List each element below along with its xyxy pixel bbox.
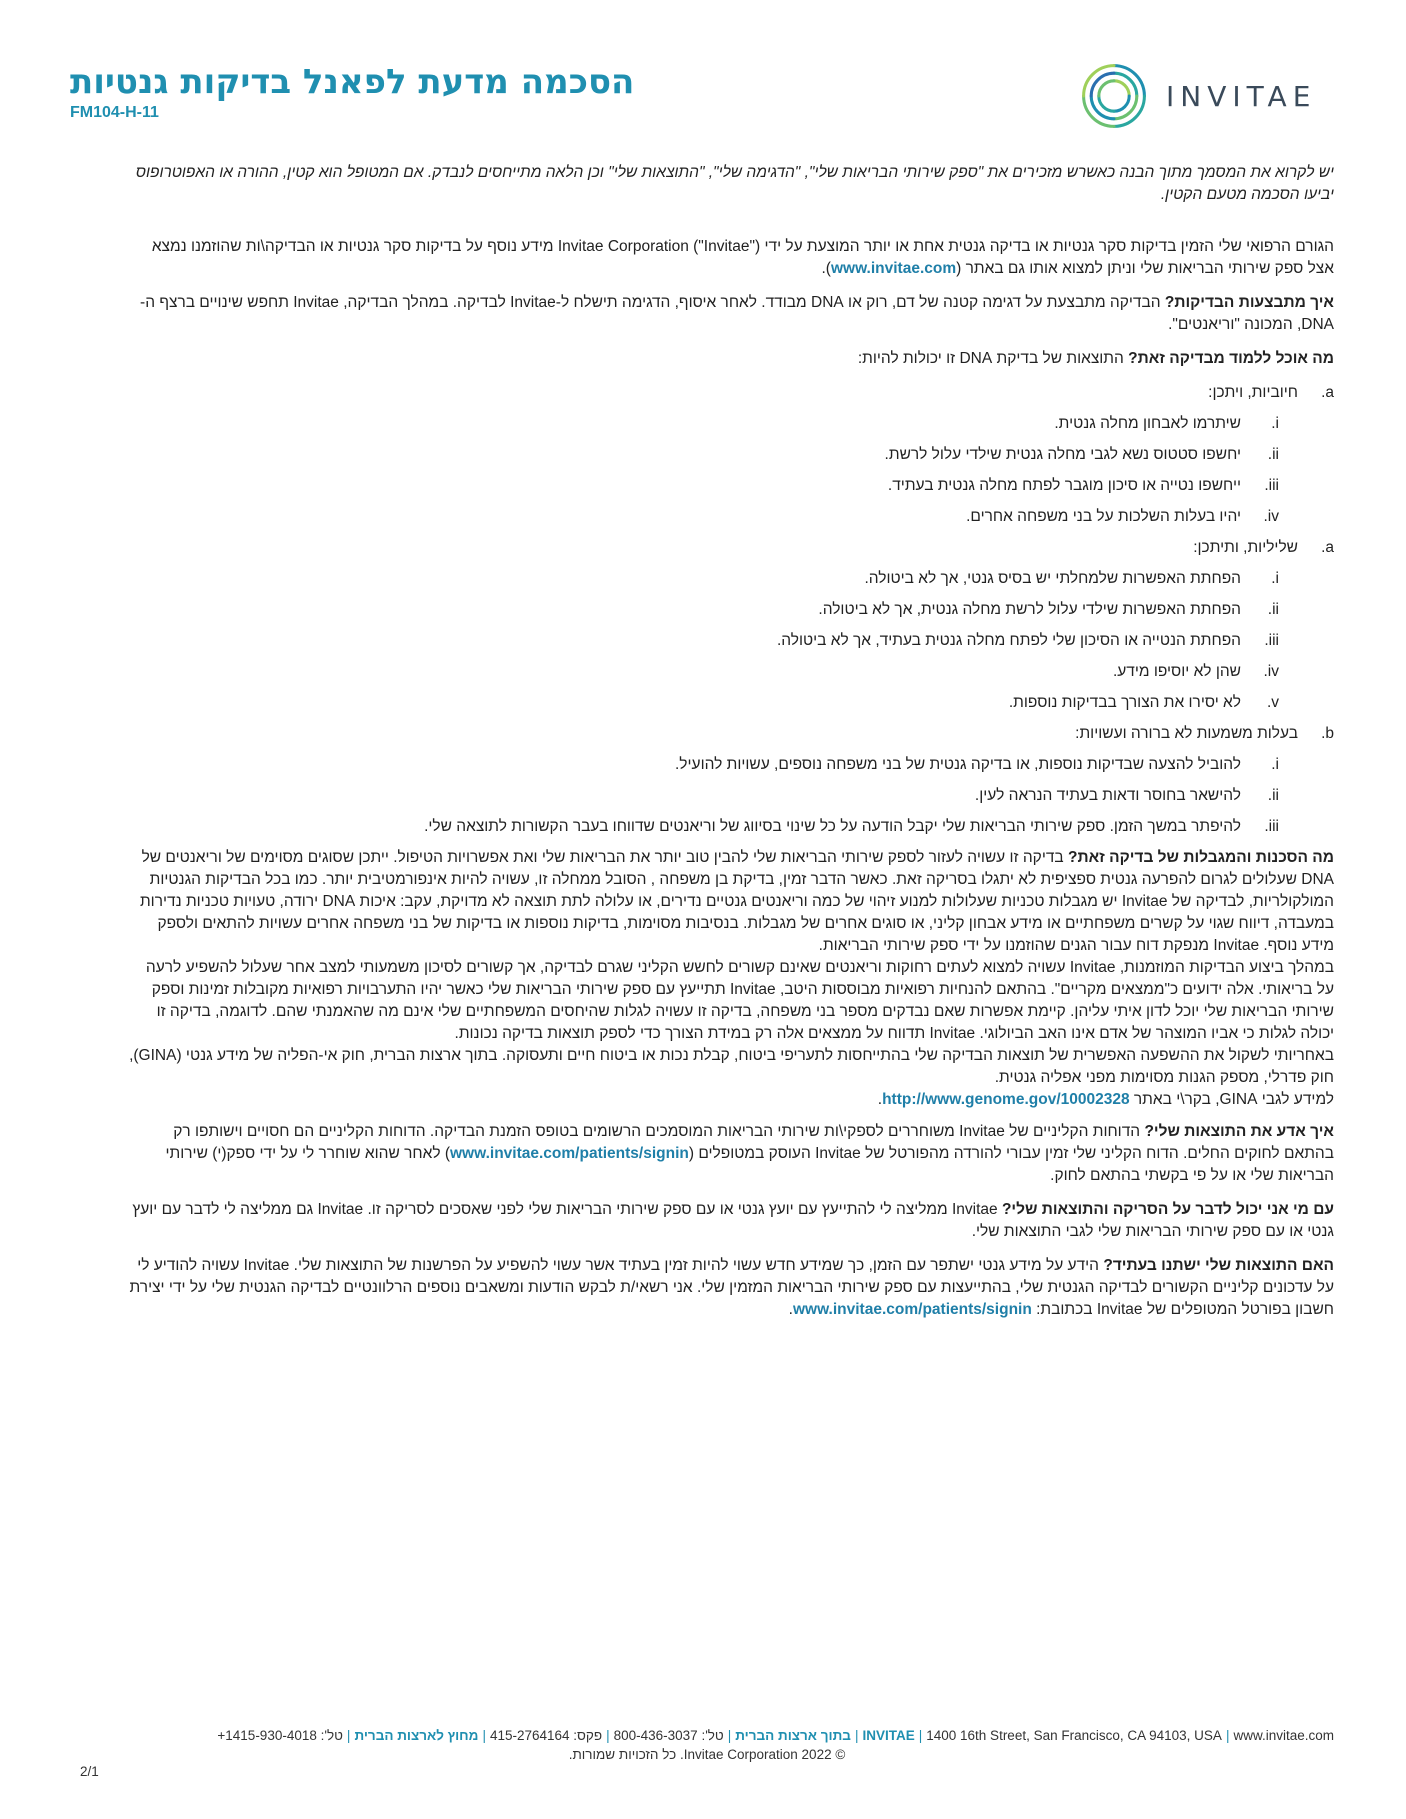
list-subitem	[128, 785, 1279, 807]
list-subitem	[128, 506, 1279, 528]
ordering-end: ).	[821, 260, 831, 277]
risks-question: מה הסכנות והמגבלות של בדיקה זאת?	[1068, 849, 1334, 866]
list-number: iii.	[1264, 632, 1279, 649]
how-tests-paragraph	[128, 292, 1334, 336]
list-label: חיוביות, ויתכן:	[1208, 384, 1298, 401]
future-text: הידע על מידע גנטי ישתפר עם הזמן, כך שמידע חדש עשוי להיות זמין בעתיד אשר עשוי להשפיע על הפרשנות של התוצאות שלי. Invitae עשויה להודיע לי על עדכונים קליניים הקשורים לבדיקה הגנטית שלי, בהתייעצות עם ספק שירותי הבריאות המזמין שלי. אני רשאי/ת לבקש הודעות ומשאבים נוספים הרלוונטיים לבדיקה הגנטית שלי על ידי יצירת חשבון בפורטל המטופלים של Invitae בכתובת:	[129, 1257, 1334, 1318]
list-subitem	[128, 413, 1279, 435]
list-number: ii.	[1267, 601, 1279, 618]
footer-contact-line: INVITAE | 1400 16th Street, San Francisco, CA 94103, USA | www.invitae.com|בתוך ארצות הברית|טל': 800-436-3037|פקס: 415-2764164|מחוץ לארצות הברית|טל': 1415-930-4018+	[217, 1728, 1334, 1743]
list-number: ii.	[1267, 787, 1279, 804]
list-number: v.	[1266, 694, 1279, 711]
list-number: iv.	[1263, 508, 1279, 525]
ordering-paragraph	[128, 236, 1334, 280]
risks-section	[128, 847, 1334, 1111]
footer-brand: INVITAE	[862, 1728, 915, 1743]
talk-question: עם מי אני יכול לדבר על הסריקה והתוצאות שלי?	[1001, 1201, 1334, 1218]
list-number: i.	[1271, 415, 1279, 432]
list-number: a.	[1321, 539, 1334, 556]
footer-fax: פקס: 415-2764164	[489, 1728, 603, 1743]
list-text: הפחתת הנטייה או הסיכון שלי לפתח מחלה גנטית בעתיד, אך לא ביטולה.	[776, 632, 1241, 649]
learn-question: מה אוכל ללמוד מבדיקה זאת?	[1128, 350, 1334, 367]
page-footer	[80, 1728, 1334, 1762]
footer-copyright: © 2022 Invitae Corporation. כל הזכויות שמורות.	[568, 1747, 846, 1762]
results-paragraph	[128, 1121, 1334, 1187]
intro-paragraph: יש לקרוא את המסמך מתוך הבנה כאשרש מזכירים את "ספק שירותי הבריאות שלי", "הדגימה שלי", "התוצאות שלי" וכן הלאה מתייחסים לנבדק. אם המטופל הוא קטין, ההורה או האפוטרופוס יביעו הסכמה מטעם הקטין.	[135, 164, 1334, 203]
risks-text: בדיקה זו עשויה לעזור לספק שירותי הבריאות שלי להבין טוב יותר את הבריאות שלי ואת אפשרויות הטיפול. ייתכן שסוגים מסוימים של וריאנטים של DNA שעלולים לגרום להפרעה גנטית ספציפית לא יתגלו בסריקה זאת. כאשר הדבר זמין, בדיקת בן משפחה , הסובל ממחלה זו, עשויה להיות אינפורמטיבית יותר. כמו בכל הבדיקות הגנטיות המולקולריות, לבדיקה של Invitae יש מגבלות טכניות שעלולות למנוע זיהוי של כמה וריאנטים גנטיים נדירים, או עלולה לתת תוצאה לא מדויקת, עקב: איכות DNA ירודה, טעויות טכניות נדירות במעבדה, דיווח שגוי על קשרים משפחתיים או מידע אבחון קליני, או סוגים אחרים של מגבלות. בנסיבות מסוימות, בדיקות נוספות או בדיקות של בני משפחה אחרים עשויות להתאים ולספק מידע נוסף. Invitae מנפקת דוח עבור הגנים שהוזמנו על ידי ספק שירותי הבריאות.	[139, 849, 1334, 954]
list-number: i.	[1271, 570, 1279, 587]
results-list	[128, 382, 1334, 838]
results-question: איך אדע את התוצאות שלי?	[1144, 1123, 1334, 1140]
list-number: i.	[1271, 756, 1279, 773]
list-subitem	[128, 692, 1279, 714]
list-text: להוביל להצעה שבדיקות נוספות, או בדיקה גנטית של בני משפחה נוספים, עשויות להועיל.	[675, 756, 1241, 773]
future-end: .	[788, 1301, 793, 1318]
patient-portal-link-2[interactable]: www.invitae.com/patients/signin	[792, 1301, 1032, 1318]
list-number: iv.	[1263, 663, 1279, 680]
list-text: להיפתר במשך הזמן. ספק שירותי הבריאות שלי יקבל הודעה על כל שינוי בסיווג של וריאנטים שדווחו בעבר הקשורות לתוצאה שלי.	[424, 818, 1241, 835]
list-text: שיתרמו לאבחון מחלה גנטית.	[1054, 415, 1241, 432]
gina-paragraph	[128, 1089, 1334, 1111]
talk-text: Invitae ממליצה לי להתייעץ עם יועץ גנטי או עם ספק שירותי הבריאות שלי לפני שאסכים לסריקה זו. Invitae גם ממליצה לי לדבר עם יועץ גנטי או עם ספק שירותי הבריאות שלי לגבי התוצאות שלי.	[132, 1201, 1334, 1240]
title-block	[70, 62, 710, 122]
list-subitem	[389, 816, 1279, 838]
list-subitem	[128, 599, 1279, 621]
list-item	[128, 723, 1334, 745]
list-number: ii.	[1267, 446, 1279, 463]
list-subitem	[128, 630, 1279, 652]
how-tests-question: איך מתבצעות הבדיקות?	[1164, 294, 1334, 311]
document-body	[128, 162, 1334, 1333]
gina-end: .	[877, 1091, 883, 1108]
insurance-paragraph: באחריותי לשקול את ההשפעה האפשרית של תוצאות הבדיקה שלי בהתייחסות לתעריפי ביטוח, קבלת נכות או ביטוח חיים ותעסוקה. בתוך ארצות הברית, חוק אי-הפליה של מידע גנטי (GINA), חוק פדרלי, מספק הגנות מסוימות מפני אפליה גנטית.	[129, 1047, 1334, 1086]
list-subitem	[128, 661, 1279, 683]
future-paragraph	[128, 1255, 1334, 1321]
logo-wordmark: INVITAE	[1166, 79, 1317, 113]
page-number: 2/1	[80, 1764, 99, 1779]
genome-link[interactable]: http://www.genome.gov/10002328	[882, 1091, 1130, 1108]
footer-address: 1400 16th Street, San Francisco, CA 94103, USA	[926, 1728, 1222, 1743]
invitae-logo	[1076, 56, 1336, 136]
footer-website[interactable]: www.invitae.com	[1233, 1728, 1334, 1743]
list-text: הפחתת האפשרות שלמחלתי יש בסיס גנטי, אך לא ביטולה.	[864, 570, 1241, 587]
patient-portal-link[interactable]: www.invitae.com/patients/signin	[450, 1145, 689, 1162]
form-id: FM104-H-11	[70, 104, 159, 121]
list-number: iii.	[1264, 818, 1279, 835]
footer-intl-label: מחוץ לארצות הברית	[354, 1728, 479, 1743]
incidental-paragraph: במהלך ביצוע הבדיקות המוזמנות, Invitae עשויה למצוא לעתים רחוקות וריאנטים שאינם קשורים לחשש הקליני שגרם לבדיקה, אך קשורים לסיכון משמעותי למצב אחר שעלול להשפיע לרעה על בריאותי. אלה ידועים כ"ממצאים מקריים". בהתאם להנחיות רפואיות מבוססות היטב, Invitae תתייעץ עם ספק שירותי הבריאות שלי כאשר יהיו התערבויות רפואיות מקובלות זמינות וספק שירותי הבריאות שלי יוכל לדון איתי עליהן. קיימת אפשרות שאם נבדקים מספר בני משפחה, בדיקה זו עשויה לגלות שהיחסים המשפחתיים שלי אינם מה שהאמנתי שהם. לדוגמה, בדיקה זו יכולה לגלות כי אביו המוצהר של אדם אינו האב הביולוגי. Invitae תדווח על ממצאים אלה רק במידת הצורך כדי לספק תוצאות בדיקה נכונות.	[145, 959, 1334, 1042]
page-title: הסכמה מדעת לפאנל בדיקות גנטיות	[70, 62, 635, 102]
invitae-swirl-icon	[1076, 58, 1152, 134]
list-text: ייחשפו נטייה או סיכון מוגבר לפתח מחלה גנטית בעתיד.	[887, 477, 1241, 494]
list-number: b.	[1321, 725, 1334, 742]
footer-intl-tel: טל': 1415-930-4018+	[217, 1728, 343, 1743]
talk-paragraph	[128, 1199, 1334, 1243]
list-subitem	[128, 475, 1279, 497]
invitae-website-link[interactable]: www.invitae.com	[830, 260, 957, 277]
list-subitem	[128, 568, 1279, 590]
learn-paragraph	[128, 348, 1334, 370]
how-tests-text: הבדיקה מתבצעת על דגימה קטנה של דם, רוק או DNA מבודד. לאחר איסוף, הדגימה תישלח ל-Invitae לבדיקה. במהלך הבדיקה, Invitae תחפש שינויים ברצף ה-DNA, המכונה "וריאנטים".	[140, 294, 1334, 333]
future-question: האם התוצאות שלי ישתנו בעתיד?	[1103, 1257, 1334, 1274]
risks-paragraph	[128, 847, 1334, 957]
footer-us-tel: טל': 800-436-3037	[613, 1728, 724, 1743]
list-text: להישאר בחוסר ודאות בעתיד הנראה לעין.	[974, 787, 1241, 804]
list-text: שהן לא יוסיפו מידע.	[1112, 663, 1241, 680]
list-subitem	[128, 754, 1279, 776]
results-text: הדוחות הקליניים של Invitae משוחררים לספקי\ות שירותי הבריאות המוסמכים הרשומים בטופס הזמנת הבדיקה. הדוחות הקליניים הם חסויים וישותפו רק בהתאם לחוקים החלים. הדוח הקליני שלי זמין עבורי להורדה מהפורטל של Invitae העוסק במטופלים (	[173, 1123, 1334, 1162]
footer-us-label: בתוך ארצות הברית	[735, 1728, 851, 1743]
gina-text: למידע לגבי GINA, בקר\י באתר	[1129, 1091, 1334, 1108]
list-label: בעלות משמעות לא ברורה ועשויות:	[1075, 725, 1298, 742]
learn-text: התוצאות של בדיקת DNA זו יכולות להיות:	[857, 350, 1129, 367]
list-item	[128, 382, 1334, 404]
list-number: a.	[1321, 384, 1334, 401]
list-text: לא יסירו את הצורך בבדיקות נוספות.	[1008, 694, 1241, 711]
results-end: ) לאחר שהוא שוחרר לי על ידי ספק(י) שירותי הבריאות שלי או על פי בקשתי בהתאם לחוק.	[165, 1145, 1334, 1184]
list-number: iii.	[1264, 477, 1279, 494]
list-item	[128, 537, 1334, 559]
list-subitem	[128, 444, 1279, 466]
list-text: הפחתת האפשרות שילדי עלול לרשת מחלה גנטית, אך לא ביטולה.	[818, 601, 1241, 618]
list-text: יהיו בעלות השלכות על בני משפחה אחרים.	[966, 508, 1241, 525]
list-text: יחשפו סטטוס נשא לגבי מחלה גנטית שילדי עלול לרשת.	[884, 446, 1241, 463]
ordering-text: הגורם הרפואי שלי הזמין בדיקות סקר גנטיות או בדיקה גנטית אחת או יותר המוצעת על ידי Invitae Corporation ("Invitae") מידע נוסף על בדיקות סקר גנטיות או הבדיקה\ות שהוזמנו נמצא אצל ספק שירותי הבריאות שלי וניתן למצוא אותו גם באתר (	[151, 238, 1334, 277]
list-label: שליליות, ותיתכן:	[1193, 539, 1298, 556]
